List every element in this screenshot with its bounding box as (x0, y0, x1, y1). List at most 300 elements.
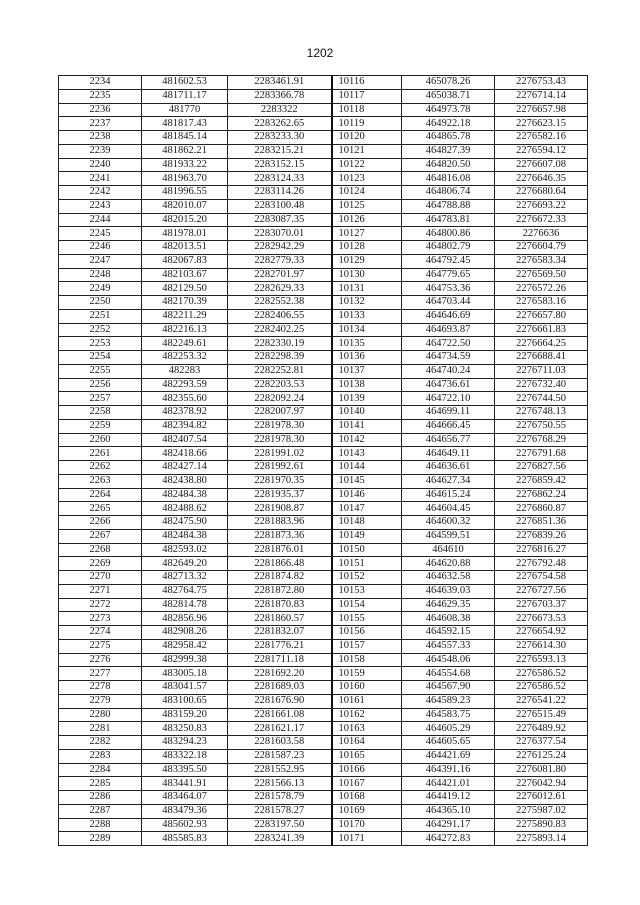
table-row (59, 584, 588, 598)
y-coord-left-cell: 2282203.53 (228, 378, 332, 392)
point-id-right-cell: 10165 (332, 749, 402, 763)
x-coord-right-cell: 464605.29 (402, 722, 495, 736)
x-coord-right-cell: 464291.17 (402, 818, 495, 832)
y-coord-right-cell: 2276583.16 (495, 296, 588, 310)
point-id-right-cell: 10170 (332, 818, 402, 832)
y-coord-left-cell: 2282406.55 (228, 309, 332, 323)
x-coord-left-cell: 482814.78 (142, 598, 228, 612)
x-coord-right-cell: 464666.45 (402, 419, 495, 433)
x-coord-right-cell: 464421.69 (402, 749, 495, 763)
x-coord-right-cell: 464391.16 (402, 763, 495, 777)
point-id-left-cell: 2244 (59, 213, 142, 227)
point-id-left-cell: 2262 (59, 461, 142, 475)
table-row (59, 543, 588, 557)
point-id-left-cell: 2235 (59, 89, 142, 103)
y-coord-left-cell: 2281992.61 (228, 461, 332, 475)
x-coord-left-cell: 483250.83 (142, 722, 228, 736)
y-coord-right-cell: 2276586.52 (495, 681, 588, 695)
y-coord-left-cell: 2283322 (228, 103, 332, 117)
y-coord-left-cell: 2283366.78 (228, 89, 332, 103)
x-coord-right-cell: 464646.69 (402, 309, 495, 323)
table-row (59, 474, 588, 488)
x-coord-right-cell: 464649.11 (402, 447, 495, 461)
x-coord-left-cell: 482418.66 (142, 447, 228, 461)
x-coord-right-cell: 464604.45 (402, 502, 495, 516)
table-row (59, 392, 588, 406)
y-coord-left-cell: 2282552.38 (228, 296, 332, 310)
x-coord-left-cell: 481817.43 (142, 117, 228, 131)
point-id-right-cell: 10149 (332, 529, 402, 543)
x-coord-right-cell: 464699.11 (402, 406, 495, 420)
point-id-right-cell: 10145 (332, 474, 402, 488)
y-coord-left-cell: 2283241.39 (228, 832, 332, 846)
x-coord-left-cell: 482170.39 (142, 296, 228, 310)
x-coord-left-cell: 483395.50 (142, 763, 228, 777)
y-coord-left-cell: 2282007.97 (228, 406, 332, 420)
table-row (59, 433, 588, 447)
x-coord-right-cell: 464548.06 (402, 653, 495, 667)
coordinate-table-body (59, 76, 588, 846)
x-coord-right-cell: 464599.51 (402, 529, 495, 543)
y-coord-right-cell: 2276851.36 (495, 516, 588, 530)
point-id-left-cell: 2274 (59, 626, 142, 640)
y-coord-left-cell: 2281621.17 (228, 722, 332, 736)
y-coord-left-cell: 2282701.97 (228, 268, 332, 282)
point-id-left-cell: 2259 (59, 419, 142, 433)
x-coord-left-cell: 482253.32 (142, 351, 228, 365)
point-id-left-cell: 2256 (59, 378, 142, 392)
table-row (59, 213, 588, 227)
y-coord-left-cell: 2282252.81 (228, 364, 332, 378)
point-id-right-cell: 10144 (332, 461, 402, 475)
table-row (59, 76, 588, 90)
point-id-right-cell: 10150 (332, 543, 402, 557)
x-coord-left-cell: 482764.75 (142, 584, 228, 598)
point-id-left-cell: 2248 (59, 268, 142, 282)
point-id-left-cell: 2276 (59, 653, 142, 667)
x-coord-right-cell: 464583.75 (402, 708, 495, 722)
x-coord-right-cell: 464734.59 (402, 351, 495, 365)
table-row (59, 254, 588, 268)
point-id-right-cell: 10167 (332, 777, 402, 791)
x-coord-right-cell: 464865.78 (402, 131, 495, 145)
y-coord-left-cell: 2282942.29 (228, 241, 332, 255)
table-row (59, 763, 588, 777)
point-id-right-cell: 10132 (332, 296, 402, 310)
x-coord-right-cell: 464636.61 (402, 461, 495, 475)
point-id-right-cell: 10157 (332, 639, 402, 653)
point-id-left-cell: 2237 (59, 117, 142, 131)
table-row (59, 708, 588, 722)
y-coord-left-cell: 2281552.95 (228, 763, 332, 777)
point-id-left-cell: 2234 (59, 76, 142, 90)
x-coord-left-cell: 481845.14 (142, 131, 228, 145)
y-coord-left-cell: 2281860.57 (228, 612, 332, 626)
x-coord-left-cell: 482484.38 (142, 529, 228, 543)
x-coord-left-cell: 482427.14 (142, 461, 228, 475)
point-id-right-cell: 10171 (332, 832, 402, 846)
y-coord-left-cell: 2283152.15 (228, 158, 332, 172)
y-coord-right-cell: 2276572.26 (495, 282, 588, 296)
x-coord-right-cell: 464693.87 (402, 323, 495, 337)
table-row (59, 529, 588, 543)
table-row (59, 804, 588, 818)
y-coord-right-cell: 2276839.26 (495, 529, 588, 543)
x-coord-left-cell: 482010.07 (142, 199, 228, 213)
point-id-left-cell: 2254 (59, 351, 142, 365)
table-row (59, 351, 588, 365)
point-id-left-cell: 2240 (59, 158, 142, 172)
table-row (59, 612, 588, 626)
x-coord-right-cell: 464788.88 (402, 199, 495, 213)
y-coord-right-cell: 2276614.30 (495, 639, 588, 653)
x-coord-right-cell: 464806.74 (402, 186, 495, 200)
y-coord-right-cell: 2276768.29 (495, 433, 588, 447)
point-id-left-cell: 2283 (59, 749, 142, 763)
y-coord-left-cell: 2281661.08 (228, 708, 332, 722)
table-row (59, 571, 588, 585)
point-id-left-cell: 2285 (59, 777, 142, 791)
x-coord-left-cell: 482103.67 (142, 268, 228, 282)
y-coord-right-cell: 2275890.83 (495, 818, 588, 832)
x-coord-left-cell: 481963.70 (142, 172, 228, 186)
y-coord-right-cell: 2276827.56 (495, 461, 588, 475)
table-row (59, 309, 588, 323)
y-coord-left-cell: 2281776.21 (228, 639, 332, 653)
point-id-right-cell: 10128 (332, 241, 402, 255)
table-row (59, 681, 588, 695)
x-coord-left-cell: 481770 (142, 103, 228, 117)
point-id-left-cell: 2261 (59, 447, 142, 461)
point-id-right-cell: 10160 (332, 681, 402, 695)
y-coord-left-cell: 2282092.24 (228, 392, 332, 406)
y-coord-right-cell: 2276582.16 (495, 131, 588, 145)
x-coord-left-cell: 482958.42 (142, 639, 228, 653)
point-id-left-cell: 2280 (59, 708, 142, 722)
point-id-right-cell: 10138 (332, 378, 402, 392)
table-row (59, 749, 588, 763)
y-coord-right-cell: 2276860.87 (495, 502, 588, 516)
y-coord-right-cell: 2276657.98 (495, 103, 588, 117)
y-coord-left-cell: 2281578.27 (228, 804, 332, 818)
point-id-left-cell: 2249 (59, 282, 142, 296)
point-id-left-cell: 2251 (59, 309, 142, 323)
table-row (59, 653, 588, 667)
x-coord-right-cell: 464608.38 (402, 612, 495, 626)
x-coord-right-cell: 464632.58 (402, 571, 495, 585)
x-coord-left-cell: 482293.59 (142, 378, 228, 392)
y-coord-right-cell: 2275893.14 (495, 832, 588, 846)
x-coord-left-cell: 482283 (142, 364, 228, 378)
x-coord-left-cell: 482249.61 (142, 337, 228, 351)
y-coord-right-cell: 2276693.22 (495, 199, 588, 213)
point-id-left-cell: 2247 (59, 254, 142, 268)
y-coord-right-cell: 2276680.64 (495, 186, 588, 200)
x-coord-left-cell: 481996.55 (142, 186, 228, 200)
x-coord-right-cell: 464557.33 (402, 639, 495, 653)
x-coord-right-cell: 464627.34 (402, 474, 495, 488)
point-id-right-cell: 10153 (332, 584, 402, 598)
point-id-left-cell: 2281 (59, 722, 142, 736)
point-id-right-cell: 10155 (332, 612, 402, 626)
point-id-right-cell: 10163 (332, 722, 402, 736)
y-coord-left-cell: 2281978.30 (228, 433, 332, 447)
y-coord-left-cell: 2281603.58 (228, 736, 332, 750)
x-coord-right-cell: 464802.79 (402, 241, 495, 255)
x-coord-right-cell: 464783.81 (402, 213, 495, 227)
table-row (59, 268, 588, 282)
x-coord-left-cell: 482355.60 (142, 392, 228, 406)
x-coord-left-cell: 483464.07 (142, 791, 228, 805)
y-coord-right-cell: 2276377.54 (495, 736, 588, 750)
point-id-left-cell: 2264 (59, 488, 142, 502)
point-id-right-cell: 10169 (332, 804, 402, 818)
y-coord-left-cell: 2281832.07 (228, 626, 332, 640)
y-coord-right-cell: 2276673.53 (495, 612, 588, 626)
y-coord-right-cell: 2276862.24 (495, 488, 588, 502)
point-id-left-cell: 2263 (59, 474, 142, 488)
x-coord-right-cell: 464639.03 (402, 584, 495, 598)
point-id-right-cell: 10119 (332, 117, 402, 131)
table-row (59, 296, 588, 310)
x-coord-right-cell: 464600.32 (402, 516, 495, 530)
y-coord-right-cell: 2276594.12 (495, 144, 588, 158)
x-coord-right-cell: 464827.39 (402, 144, 495, 158)
y-coord-left-cell: 2281883.96 (228, 516, 332, 530)
point-id-right-cell: 10159 (332, 667, 402, 681)
y-coord-right-cell: 2276732.40 (495, 378, 588, 392)
point-id-left-cell: 2270 (59, 571, 142, 585)
point-id-right-cell: 10154 (332, 598, 402, 612)
point-id-right-cell: 10152 (332, 571, 402, 585)
point-id-left-cell: 2253 (59, 337, 142, 351)
point-id-left-cell: 2245 (59, 227, 142, 241)
y-coord-right-cell: 2276703.37 (495, 598, 588, 612)
point-id-left-cell: 2267 (59, 529, 142, 543)
y-coord-right-cell: 2276816.27 (495, 543, 588, 557)
y-coord-right-cell: 2276748.13 (495, 406, 588, 420)
y-coord-right-cell: 2276541.22 (495, 694, 588, 708)
point-id-left-cell: 2288 (59, 818, 142, 832)
point-id-left-cell: 2286 (59, 791, 142, 805)
point-id-right-cell: 10161 (332, 694, 402, 708)
point-id-right-cell: 10146 (332, 488, 402, 502)
point-id-right-cell: 10141 (332, 419, 402, 433)
table-row (59, 103, 588, 117)
table-row (59, 186, 588, 200)
point-id-left-cell: 2265 (59, 502, 142, 516)
x-coord-left-cell: 482015.20 (142, 213, 228, 227)
x-coord-left-cell: 483294.23 (142, 736, 228, 750)
x-coord-left-cell: 482216.13 (142, 323, 228, 337)
table-row (59, 791, 588, 805)
y-coord-right-cell: 2276664.25 (495, 337, 588, 351)
table-row (59, 227, 588, 241)
point-id-right-cell: 10122 (332, 158, 402, 172)
y-coord-left-cell: 2281870.83 (228, 598, 332, 612)
y-coord-left-cell: 2283262.65 (228, 117, 332, 131)
y-coord-right-cell: 2276012.61 (495, 791, 588, 805)
y-coord-left-cell: 2281970.35 (228, 474, 332, 488)
y-coord-left-cell: 2281711.18 (228, 653, 332, 667)
point-id-right-cell: 10131 (332, 282, 402, 296)
point-id-left-cell: 2273 (59, 612, 142, 626)
x-coord-left-cell: 482475.90 (142, 516, 228, 530)
x-coord-left-cell: 482484.38 (142, 488, 228, 502)
point-id-right-cell: 10126 (332, 213, 402, 227)
point-id-left-cell: 2258 (59, 406, 142, 420)
table-row (59, 406, 588, 420)
y-coord-right-cell: 2276569.50 (495, 268, 588, 282)
y-coord-right-cell: 2276636 (495, 227, 588, 241)
table-row (59, 89, 588, 103)
x-coord-right-cell: 464753.36 (402, 282, 495, 296)
x-coord-left-cell: 482394.82 (142, 419, 228, 433)
x-coord-right-cell: 464567.90 (402, 681, 495, 695)
x-coord-right-cell: 464779.65 (402, 268, 495, 282)
point-id-right-cell: 10168 (332, 791, 402, 805)
x-coord-right-cell: 464800.86 (402, 227, 495, 241)
x-coord-left-cell: 485602.93 (142, 818, 228, 832)
point-id-right-cell: 10143 (332, 447, 402, 461)
point-id-left-cell: 2282 (59, 736, 142, 750)
point-id-right-cell: 10125 (332, 199, 402, 213)
y-coord-left-cell: 2281566.13 (228, 777, 332, 791)
point-id-left-cell: 2272 (59, 598, 142, 612)
x-coord-right-cell: 464703.44 (402, 296, 495, 310)
point-id-right-cell: 10164 (332, 736, 402, 750)
y-coord-right-cell: 2276672.33 (495, 213, 588, 227)
x-coord-left-cell: 482856.96 (142, 612, 228, 626)
y-coord-left-cell: 2282330.19 (228, 337, 332, 351)
point-id-left-cell: 2266 (59, 516, 142, 530)
y-coord-left-cell: 2283114.26 (228, 186, 332, 200)
x-coord-left-cell: 482908.26 (142, 626, 228, 640)
table-row (59, 777, 588, 791)
y-coord-right-cell: 2276593.13 (495, 653, 588, 667)
point-id-left-cell: 2277 (59, 667, 142, 681)
y-coord-right-cell: 2276646.35 (495, 172, 588, 186)
x-coord-right-cell: 464820.50 (402, 158, 495, 172)
point-id-right-cell: 10147 (332, 502, 402, 516)
x-coord-left-cell: 482713.32 (142, 571, 228, 585)
y-coord-right-cell: 2276583.34 (495, 254, 588, 268)
table-row (59, 667, 588, 681)
point-id-left-cell: 2246 (59, 241, 142, 255)
x-coord-right-cell: 464722.50 (402, 337, 495, 351)
y-coord-left-cell: 2281866.48 (228, 557, 332, 571)
point-id-left-cell: 2289 (59, 832, 142, 846)
table-row (59, 639, 588, 653)
y-coord-right-cell: 2275987.02 (495, 804, 588, 818)
point-id-left-cell: 2250 (59, 296, 142, 310)
x-coord-right-cell: 464620.88 (402, 557, 495, 571)
x-coord-left-cell: 482649.20 (142, 557, 228, 571)
x-coord-left-cell: 482211.29 (142, 309, 228, 323)
x-coord-left-cell: 483159.20 (142, 708, 228, 722)
x-coord-left-cell: 482999.38 (142, 653, 228, 667)
point-id-left-cell: 2242 (59, 186, 142, 200)
y-coord-left-cell: 2281908.87 (228, 502, 332, 516)
y-coord-left-cell: 2281689.03 (228, 681, 332, 695)
point-id-left-cell: 2252 (59, 323, 142, 337)
table-row (59, 694, 588, 708)
table-row (59, 131, 588, 145)
point-id-right-cell: 10140 (332, 406, 402, 420)
x-coord-left-cell: 482378.92 (142, 406, 228, 420)
point-id-left-cell: 2287 (59, 804, 142, 818)
y-coord-left-cell: 2283087.35 (228, 213, 332, 227)
x-coord-left-cell: 481711.17 (142, 89, 228, 103)
table-row (59, 598, 588, 612)
point-id-left-cell: 2238 (59, 131, 142, 145)
point-id-right-cell: 10136 (332, 351, 402, 365)
y-coord-left-cell: 2282298.39 (228, 351, 332, 365)
table-row (59, 736, 588, 750)
coordinate-table (58, 75, 588, 846)
y-coord-left-cell: 2281991.02 (228, 447, 332, 461)
y-coord-right-cell: 2276711.03 (495, 364, 588, 378)
x-coord-right-cell: 464615.24 (402, 488, 495, 502)
point-id-right-cell: 10117 (332, 89, 402, 103)
table-row (59, 323, 588, 337)
point-id-right-cell: 10142 (332, 433, 402, 447)
x-coord-left-cell: 482438.80 (142, 474, 228, 488)
table-row (59, 419, 588, 433)
y-coord-left-cell: 2281692.20 (228, 667, 332, 681)
y-coord-right-cell: 2276661.83 (495, 323, 588, 337)
table-row (59, 172, 588, 186)
y-coord-right-cell: 2276125.24 (495, 749, 588, 763)
point-id-right-cell: 10139 (332, 392, 402, 406)
table-row (59, 337, 588, 351)
table-row (59, 461, 588, 475)
x-coord-left-cell: 482129.50 (142, 282, 228, 296)
point-id-right-cell: 10118 (332, 103, 402, 117)
y-coord-right-cell: 2276586.52 (495, 667, 588, 681)
point-id-left-cell: 2243 (59, 199, 142, 213)
x-coord-right-cell: 464589.23 (402, 694, 495, 708)
x-coord-left-cell: 485585.83 (142, 832, 228, 846)
table-row (59, 502, 588, 516)
point-id-left-cell: 2269 (59, 557, 142, 571)
point-id-left-cell: 2255 (59, 364, 142, 378)
x-coord-left-cell: 483322.18 (142, 749, 228, 763)
y-coord-right-cell: 2276859.42 (495, 474, 588, 488)
x-coord-right-cell: 464656.77 (402, 433, 495, 447)
y-coord-right-cell: 2276623.15 (495, 117, 588, 131)
x-coord-right-cell: 464605.65 (402, 736, 495, 750)
y-coord-left-cell: 2281978.30 (228, 419, 332, 433)
y-coord-left-cell: 2281874.82 (228, 571, 332, 585)
point-id-left-cell: 2268 (59, 543, 142, 557)
table-row (59, 144, 588, 158)
point-id-right-cell: 10127 (332, 227, 402, 241)
table-row (59, 447, 588, 461)
y-coord-right-cell: 2276727.56 (495, 584, 588, 598)
point-id-right-cell: 10116 (332, 76, 402, 90)
y-coord-left-cell: 2281935.37 (228, 488, 332, 502)
point-id-right-cell: 10148 (332, 516, 402, 530)
table-row (59, 364, 588, 378)
y-coord-left-cell: 2281876.01 (228, 543, 332, 557)
point-id-right-cell: 10156 (332, 626, 402, 640)
y-coord-right-cell: 2276081.80 (495, 763, 588, 777)
x-coord-right-cell: 464365.10 (402, 804, 495, 818)
y-coord-left-cell: 2283215.21 (228, 144, 332, 158)
point-id-left-cell: 2257 (59, 392, 142, 406)
x-coord-left-cell: 481602.53 (142, 76, 228, 90)
